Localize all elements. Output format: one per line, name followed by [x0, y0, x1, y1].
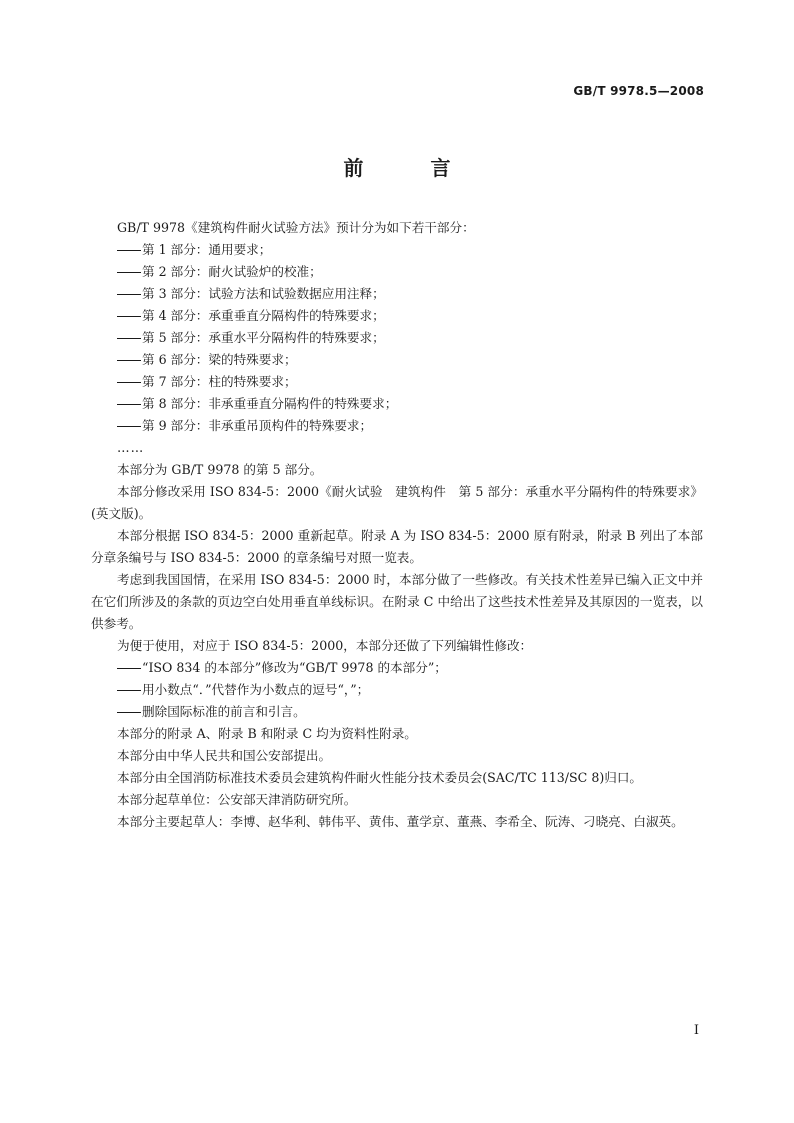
paragraph: 考虑到我国国情，在采用 ISO 834-5：2000 时，本部分做了一些修改。有关技术性差异已编入正文中并在它们所涉及的条款的页边空白处用垂直单线标识。在附录 C 中给出了这些技术性差异及其原因的一览表，以供参考。 [91, 572, 703, 631]
page-number: I [693, 1023, 699, 1038]
part-list-item: 第 3 部分：试验方法和试验数据应用注释； [91, 283, 703, 305]
paragraph: 本部分根据 ISO 834-5：2000 重新起草。附录 A 为 ISO 834-5：2000 原有附录，附录 B 列出了本部分章条编号与 ISO 834-5：2000 的章条编号对照一览表。 [91, 528, 703, 565]
standard-number: GB/T 9978.5—2008 [573, 84, 704, 98]
paragraph: 本部分修改采用 ISO 834-5：2000《耐火试验 建筑构件 第 5 部分：承重水平分隔构件的特殊要求》(英文版)。 [91, 484, 703, 521]
paragraph: 本部分由全国消防标准技术委员会建筑构件耐火性能分技术委员会(SAC/TC 113/SC 8)归口。 [117, 770, 643, 785]
part-list-item: 第 8 部分：非承重垂直分隔构件的特殊要求； [91, 393, 703, 415]
edit-list-item: “ISO 834 的本部分”修改为“GB/T 9978 的本部分”； [91, 657, 703, 679]
edit-list-item: 删除国际标准的前言和引言。 [91, 701, 703, 723]
foreword-body [91, 217, 703, 833]
paragraph: 本部分由中华人民共和国公安部提出。 [117, 748, 332, 763]
part-list-item: 第 5 部分：承重水平分隔构件的特殊要求； [91, 327, 703, 349]
page-title: 前 言 [343, 156, 481, 180]
intro-paragraph: GB/T 9978《建筑构件耐火试验方法》预计分为如下若干部分： [117, 220, 475, 235]
part-list-item: 第 6 部分：梁的特殊要求； [91, 349, 703, 371]
paragraph: 本部分为 GB/T 9978 的第 5 部分。 [117, 462, 323, 477]
paragraph: 为便于使用，对应于 ISO 834-5：2000，本部分还做了下列编辑性修改： [117, 638, 533, 653]
paragraph: 本部分的附录 A、附录 B 和附录 C 均为资料性附录。 [117, 726, 417, 741]
part-list-item: 第 2 部分：耐火试验炉的校准； [91, 261, 703, 283]
part-list-item: 第 4 部分：承重垂直分隔构件的特殊要求； [91, 305, 703, 327]
ellipsis: …… [117, 440, 145, 455]
part-list-item: 第 9 部分：非承重吊顶构件的特殊要求； [91, 415, 703, 437]
edit-list-item: 用小数点“．”代替作为小数点的逗号“，”； [91, 679, 703, 701]
part-list-item: 第 1 部分：通用要求； [91, 239, 703, 261]
paragraph: 本部分起草单位：公安部天津消防研究所。 [117, 792, 357, 807]
part-list-item: 第 7 部分：柱的特殊要求； [91, 371, 703, 393]
paragraph: 本部分主要起草人：李博、赵华利、韩伟平、黄伟、董学京、董燕、李希全、阮涛、刁晓亮、白淑英。 [117, 814, 684, 829]
